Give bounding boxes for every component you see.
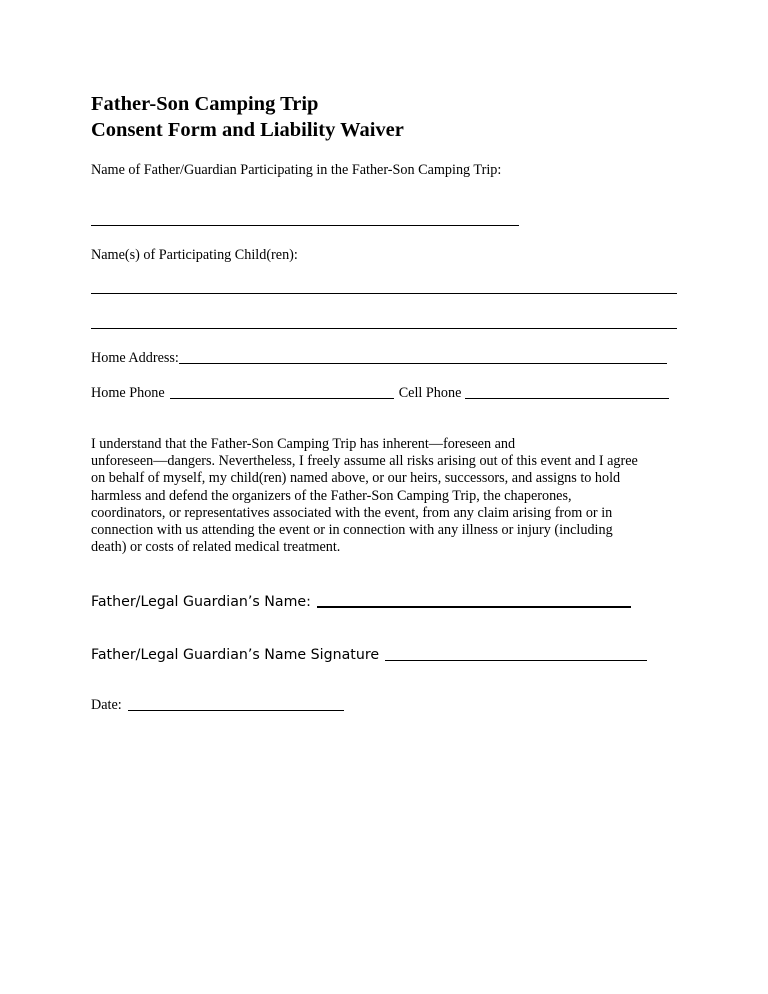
guardian-name-label: Father/Legal Guardian’s Name: xyxy=(91,594,311,610)
cell-phone-field[interactable] xyxy=(465,385,669,399)
waiver-line: connection with us attending the event or in connection with any illness or injury (including xyxy=(91,522,613,539)
home-phone-field[interactable] xyxy=(170,385,394,399)
children-label: Name(s) of Participating Child(ren): xyxy=(91,247,298,263)
waiver-line: death) or costs of related medical treatment. xyxy=(91,539,341,556)
waiver-line: unforeseen—dangers. Nevertheless, I freely assume all risks arising out of this event and I agree xyxy=(91,453,638,470)
guardian-name-field[interactable] xyxy=(317,593,631,608)
form-title-line-2: Consent Form and Liability Waiver xyxy=(91,119,404,141)
children-field-line-2[interactable] xyxy=(91,328,677,329)
guardian-name-row xyxy=(91,593,631,611)
waiver-line: I understand that the Father-Son Camping Trip has inherent—foreseen and xyxy=(91,436,516,452)
date-field[interactable] xyxy=(128,697,344,711)
home-address-label: Home Address: xyxy=(91,350,179,366)
waiver-paragraph xyxy=(91,436,691,556)
date-row xyxy=(91,696,344,714)
waiver-line: on behalf of myself, my child(ren) named above, or our heirs, successors, and assigns to hold xyxy=(91,470,621,487)
date-label: Date: xyxy=(91,697,122,713)
phone-row xyxy=(91,384,669,402)
waiver-line: coordinators, or representatives associated with the event, from any claim arising from or in xyxy=(91,504,613,521)
form-title-line-1: Father-Son Camping Trip xyxy=(91,93,319,115)
home-phone-label: Home Phone xyxy=(91,385,165,401)
guardian-signature-label: Father/Legal Guardian’s Name Signature xyxy=(91,647,380,663)
father-name-label: Name of Father/Guardian Participating in the Father-Son Camping Trip: xyxy=(91,162,502,178)
guardian-signature-field[interactable] xyxy=(385,647,647,661)
cell-phone-label: Cell Phone xyxy=(398,385,462,401)
home-address-row xyxy=(91,349,667,367)
father-name-field[interactable] xyxy=(91,225,519,226)
children-field-line-1[interactable] xyxy=(91,293,677,294)
guardian-signature-row xyxy=(91,646,647,664)
home-address-field[interactable] xyxy=(179,350,667,364)
waiver-line: harmless and defend the organizers of the Father-Son Camping Trip, the chaperones, xyxy=(91,487,572,504)
